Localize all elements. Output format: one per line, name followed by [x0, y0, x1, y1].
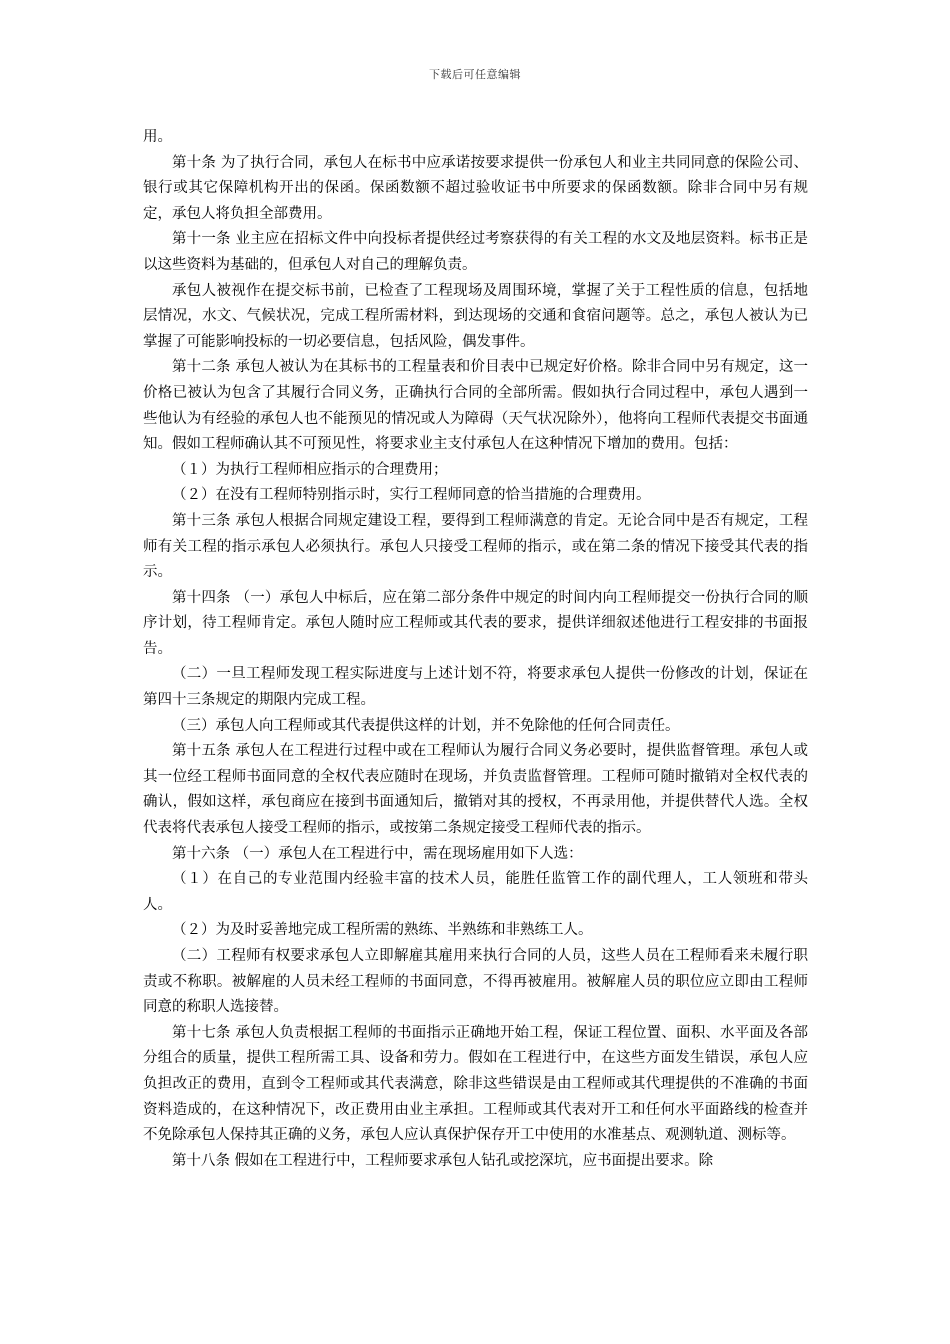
paragraph: 第十六条 （一）承包人在工程进行中，需在现场雇用如下人选： [172, 845, 583, 862]
paragraph: （二）一旦工程师发现工程实际进度与上述计划不符，将要求承包人提供一份修改的计划，保证在第四十三条规定的期限内完成工程。 [143, 666, 808, 709]
paragraph: （１）在自己的专业范围内经验丰富的技术人员，能胜任监管工作的副代理人，工人领班和带头人。 [143, 871, 808, 913]
paragraph: 承包人被视作在提交标书前，已检查了工程现场及周围环境，掌握了关于工程性质的信息，包括地层情况，水文、气候状况，完成工程所需材料，到达现场的交通和食宿问题等。总之，承包人被认为已掌握了可能影响投标的一切必要信息，包括风险，偶发事件。 [143, 282, 808, 350]
paragraph: 第十七条 承包人负责根据工程师的书面指示正确地开始工程，保证工程位置、面积、水平面及各部分组合的质量，提供工程所需工具、设备和劳力。假如在工程进行中，在这些方面发生错误，承包人应负担改正的费用，直到令工程师或其代表满意，除非这些错误是由工程师或其代理提供的不准确的书面资料造成的，在这种情况下，改正费用由业主承担。工程师或其代表对开工和任何水平面路线的检查并不免除承包人保持其正确的义务，承包人应认真保护保存开工中使用的水准基点、观测轨道、测标等。 [143, 1024, 808, 1144]
paragraph: （２）为及时妥善地完成工程所需的熟练、半熟练和非熟练工人。 [172, 922, 593, 939]
paragraph: 第十四条 （一）承包人中标后，应在第二部分条件中规定的时间内向工程师提交一份执行合同的顺序计划，待工程师肯定。承包人随时应工程师或其代表的要求，提供详细叙述他进行工程安排的书面报告。 [143, 589, 808, 657]
document-body [143, 125, 808, 1174]
paragraph: （三）承包人向工程师或其代表提供这样的计划，并不免除他的任何合同责任。 [172, 717, 680, 734]
page-header: 下载后可任意编辑 [429, 68, 521, 81]
paragraph: （二）工程师有权要求承包人立即解雇其雇用来执行合同的人员，这些人员在工程师看来未履行职责或不称职。被解雇的人员未经工程师的书面同意，不得再被雇用。被解雇人员的职位应立即由工程师同意的称职人选接替。 [143, 948, 808, 1016]
paragraph: 用。 [143, 129, 172, 145]
paragraph: 第十五条 承包人在工程进行过程中或在工程师认为履行合同义务必要时，提供监督管理。承包人或其一位经工程师书面同意的全权代表应随时在现场，并负责监督管理。工程师可随时撤销对全权代表的确认，假如这样，承包商应在接到书面通知后，撤销对其的授权，不再录用他，并提供替代人选。全权代表将代表承包人接受工程师的指示，或按第二条规定接受工程师代表的指示。 [143, 743, 808, 837]
paragraph: 第十三条 承包人根据合同规定建设工程，要得到工程师满意的肯定。无论合同中是否有规定，工程师有关工程的指示承包人必须执行。承包人只接受工程师的指示，或在第二条的情况下接受其代表的指示。 [143, 512, 808, 581]
paragraph: 第十八条 假如在工程进行中，工程师要求承包人钻孔或挖深坑，应书面提出要求。除 [172, 1152, 714, 1169]
paragraph: 第十条 为了执行合同，承包人在标书中应承诺按要求提供一份承包人和业主共同同意的保险公司、银行或其它保障机构开出的保函。保函数额不超过验收证书中所要求的保函数额。除非合同中另有规定，承包人将负担全部费用。 [143, 154, 808, 222]
paragraph: （２）在没有工程师特别指示时，实行工程师同意的恰当措施的合理费用。 [172, 487, 651, 504]
paragraph: （１）为执行工程师相应指示的合理费用； [172, 461, 448, 478]
paragraph: 第十一条 业主应在招标文件中向投标者提供经过考察获得的有关工程的水文及地层资料。标书正是以这些资料为基础的，但承包人对自己的理解负责。 [143, 231, 808, 273]
paragraph: 第十二条 承包人被认为在其标书的工程量表和价目表中已规定好价格。除非合同中另有规定，这一价格已被认为包含了其履行合同义务，正确执行合同的全部所需。假如执行合同过程中，承包人遇到一些他认为有经验的承包人也不能预见的情况或人为障碍（天气状况除外），他将向工程师代表提交书面通知。假如工程师确认其不可预见性，将要求业主支付承包人在这种情况下增加的费用。包括： [143, 359, 808, 453]
